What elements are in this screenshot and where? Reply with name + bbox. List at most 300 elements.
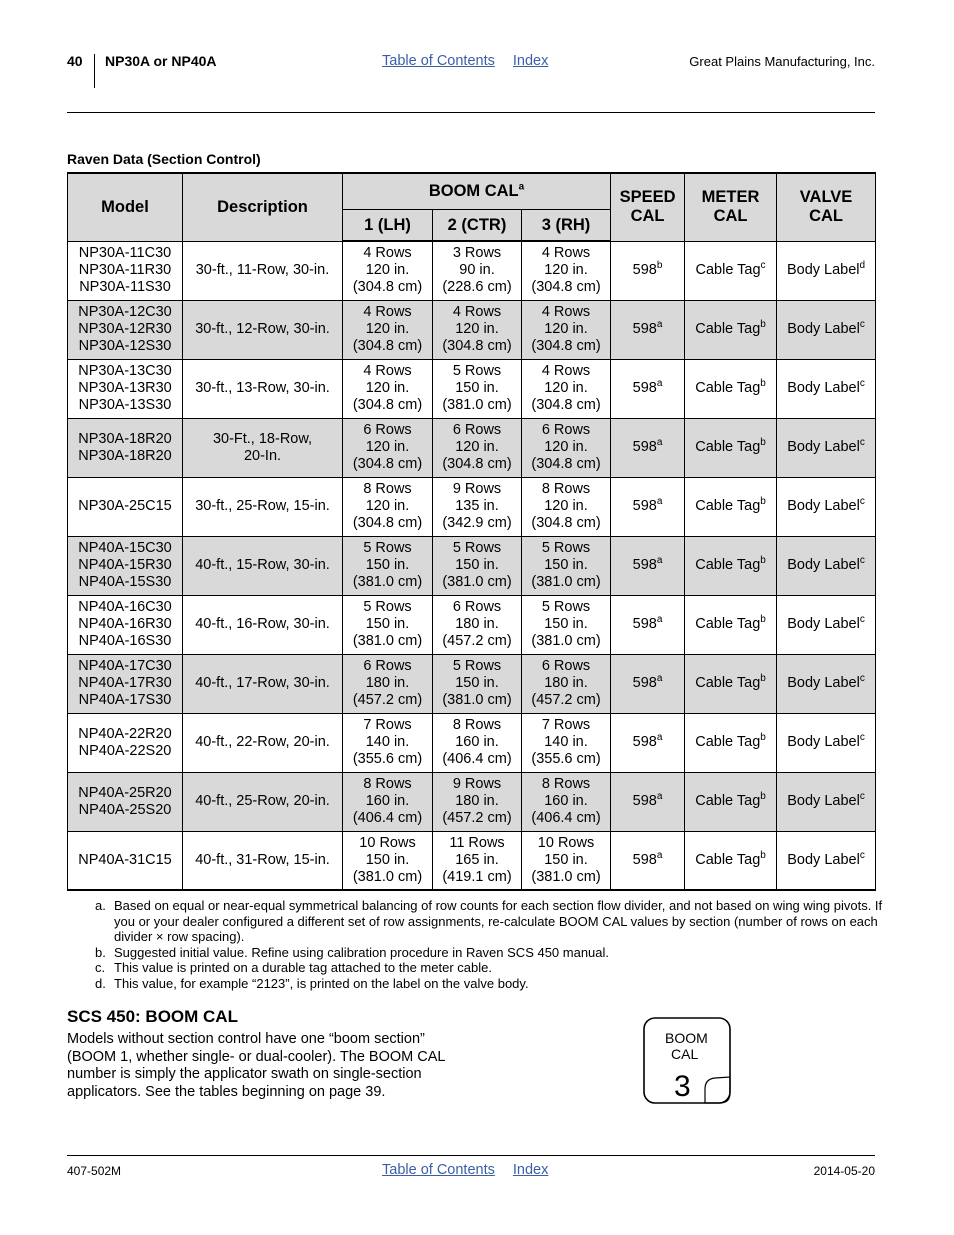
cell-line: (304.8 cm) bbox=[531, 515, 601, 531]
cell-line: NP40A-17S30 bbox=[78, 692, 172, 708]
cell-meter-cal bbox=[685, 536, 777, 595]
doc-date: 2014-05-20 bbox=[813, 1164, 875, 1178]
cell-meter-cal-value: Cable Tag bbox=[695, 498, 761, 514]
cell-meter-cal-note: b bbox=[760, 555, 766, 567]
cell-boom-rh bbox=[522, 831, 611, 890]
table-row bbox=[68, 300, 876, 359]
cell-line: 120 in. bbox=[365, 262, 410, 279]
footer-index-link[interactable]: Index bbox=[512, 1162, 549, 1178]
cell-line: (304.8 cm) bbox=[352, 279, 423, 296]
cell-line: NP40A-15C30 bbox=[78, 540, 172, 556]
cell-line: (381.0 cm) bbox=[442, 574, 512, 590]
cell-valve-cal-value: Body Label bbox=[787, 851, 860, 868]
cell-line: 8 Rows bbox=[363, 481, 412, 497]
cell-line: (355.6 cm) bbox=[531, 751, 601, 767]
cell-line: 150 in. bbox=[365, 851, 410, 868]
cell-line: 120 in. bbox=[544, 380, 588, 396]
footnote-a: a. Based on equal or near-equal symmetrical balancing of row counts for each section flow divider, and not based on wing wing pivots. If you or your dealer configured a different set of row assignments, re-calculate BOOM CAL values by section (number of rows on each divider × row spacing). bbox=[95, 898, 883, 944]
cell-line: (457.2 cm) bbox=[352, 692, 423, 708]
cell-boom-lh bbox=[343, 536, 433, 595]
col-header-boom-cal bbox=[343, 173, 611, 210]
cell-line: (304.8 cm) bbox=[531, 397, 601, 413]
boom-cal-label: BOOM CAL bbox=[428, 182, 519, 200]
cell-description bbox=[183, 536, 343, 595]
cell-line: 40-ft., 15-Row, 30-in. bbox=[195, 557, 330, 573]
cell-valve-cal-value: Body Label bbox=[787, 734, 860, 750]
cell-line: (457.2 cm) bbox=[442, 633, 512, 649]
cell-speed-cal-value: 598 bbox=[632, 734, 657, 750]
cell-speed-cal bbox=[611, 477, 685, 536]
cell-speed-cal bbox=[611, 654, 685, 713]
cell-line: 120 in. bbox=[455, 439, 499, 455]
cell-line: 11 Rows bbox=[449, 834, 505, 851]
cell-valve-cal bbox=[777, 300, 876, 359]
cell-meter-cal bbox=[685, 359, 777, 418]
cell-line: 160 in. bbox=[544, 793, 588, 809]
cell-line: 6 Rows bbox=[363, 658, 412, 674]
cell-meter-cal-note: b bbox=[760, 791, 766, 803]
cell-valve-cal-note: d bbox=[859, 260, 866, 272]
cell-description bbox=[183, 359, 343, 418]
cell-boom-ctr bbox=[433, 241, 522, 300]
cell-line: NP40A-15R30 bbox=[78, 557, 172, 573]
cell-meter-cal-value: Cable Tag bbox=[695, 675, 761, 691]
cell-valve-cal-note: c bbox=[859, 791, 865, 803]
cell-speed-cal-value: 598 bbox=[632, 793, 657, 809]
cell-meter-cal-value: Cable Tag bbox=[695, 616, 761, 632]
cell-line: 120 in. bbox=[544, 439, 588, 455]
cell-line: 8 Rows bbox=[363, 776, 412, 792]
doc-title: NP30A or NP40A bbox=[105, 53, 217, 69]
table-row bbox=[68, 654, 876, 713]
cell-boom-lh bbox=[343, 241, 433, 300]
boom-cal-value: 3 bbox=[674, 1070, 691, 1103]
col-header-model: Model bbox=[68, 173, 183, 241]
cell-speed-cal-note: a bbox=[656, 319, 663, 331]
cell-meter-cal bbox=[685, 772, 777, 831]
cell-meter-cal-note: b bbox=[760, 673, 766, 685]
cell-line: 7 Rows bbox=[363, 717, 412, 733]
cell-line: NP40A-25S20 bbox=[78, 801, 172, 818]
cell-line: NP30A-12S30 bbox=[78, 338, 172, 354]
cell-meter-cal-value: Cable Tag bbox=[695, 380, 761, 396]
cell-valve-cal bbox=[777, 831, 876, 890]
cell-speed-cal bbox=[611, 536, 685, 595]
table-row bbox=[68, 772, 876, 831]
cell-line: NP40A-16C30 bbox=[78, 599, 172, 615]
cell-line: (228.6 cm) bbox=[442, 279, 512, 296]
table-body bbox=[68, 241, 876, 890]
footnote-c: c. This value is printed on a durable tag attached to the meter cable. bbox=[95, 960, 492, 975]
footer-nav bbox=[382, 1162, 548, 1178]
cell-line: NP30A-18R20 bbox=[78, 430, 172, 447]
cell-meter-cal bbox=[685, 241, 777, 300]
cell-valve-cal bbox=[777, 241, 876, 300]
cell-line: (406.4 cm) bbox=[442, 751, 512, 767]
cell-line: 5 Rows bbox=[541, 599, 591, 615]
cell-line: (304.8 cm) bbox=[531, 279, 601, 296]
cell-valve-cal-value: Body Label bbox=[787, 675, 860, 691]
cell-valve-cal bbox=[777, 536, 876, 595]
cell-line: (304.8 cm) bbox=[442, 338, 512, 354]
cell-line: 7 Rows bbox=[541, 717, 591, 733]
cell-meter-cal-note: b bbox=[760, 319, 766, 331]
cell-line: 10 Rows bbox=[359, 834, 416, 851]
cell-line: 6 Rows bbox=[452, 422, 502, 438]
cell-line: (304.8 cm) bbox=[531, 338, 601, 354]
cell-speed-cal-value: 598 bbox=[632, 439, 657, 455]
cell-line: 6 Rows bbox=[363, 422, 412, 438]
cell-line: 5 Rows bbox=[363, 540, 412, 556]
cell-valve-cal-value: Body Label bbox=[787, 498, 860, 514]
cell-meter-cal bbox=[685, 418, 777, 477]
cell-valve-cal-value: Body Label bbox=[786, 262, 860, 278]
cell-line: (419.1 cm) bbox=[442, 868, 512, 885]
cell-valve-cal-value: Body Label bbox=[787, 439, 860, 455]
cell-line: 150 in. bbox=[544, 616, 588, 632]
cell-meter-cal-value: Cable Tag bbox=[695, 439, 761, 455]
footnotes bbox=[95, 898, 885, 991]
cell-description bbox=[183, 477, 343, 536]
cell-valve-cal-note: c bbox=[859, 673, 865, 685]
table-row bbox=[68, 359, 876, 418]
cell-meter-cal bbox=[685, 831, 777, 890]
footer-toc-link[interactable]: Table of Contents bbox=[382, 1162, 495, 1178]
cell-line: 9 Rows bbox=[452, 481, 502, 497]
cell-model bbox=[68, 772, 183, 831]
cell-line: 4 Rows bbox=[363, 363, 412, 379]
cell-line: 40-ft., 22-Row, 20-in. bbox=[195, 734, 330, 750]
cell-speed-cal bbox=[611, 595, 685, 654]
cell-boom-ctr bbox=[433, 359, 522, 418]
cell-meter-cal-value: Cable Tag bbox=[695, 793, 761, 809]
cell-line: (381.0 cm) bbox=[352, 868, 423, 885]
boom-cal-line1: BOOM bbox=[665, 1030, 708, 1046]
cell-description bbox=[183, 241, 343, 300]
cell-line: 120 in. bbox=[544, 321, 588, 337]
cell-line: (381.0 cm) bbox=[352, 633, 423, 649]
cell-speed-cal-value: 598 bbox=[632, 262, 657, 278]
cell-boom-rh bbox=[522, 300, 611, 359]
cell-description bbox=[183, 654, 343, 713]
cell-speed-cal-note: a bbox=[656, 849, 663, 861]
boom-cal-note: a bbox=[518, 181, 525, 193]
cell-line: 165 in. bbox=[455, 851, 499, 868]
cell-line: 30-ft., 12-Row, 30-in. bbox=[195, 321, 330, 337]
cell-line: (304.8 cm) bbox=[352, 338, 423, 354]
header-divider bbox=[94, 54, 95, 88]
cell-speed-cal-value: 598 bbox=[632, 557, 657, 573]
cell-speed-cal-note: a bbox=[656, 673, 663, 685]
cell-valve-cal-note: c bbox=[859, 555, 865, 567]
cell-speed-cal-value: 598 bbox=[632, 851, 657, 868]
table-row bbox=[68, 418, 876, 477]
cell-boom-rh bbox=[522, 536, 611, 595]
cell-line: NP30A-11R30 bbox=[78, 262, 172, 278]
cell-line: 6 Rows bbox=[541, 658, 591, 674]
toc-link[interactable]: Table of Contents bbox=[382, 53, 495, 69]
cell-line: 5 Rows bbox=[452, 363, 502, 379]
table-row bbox=[68, 595, 876, 654]
section-title: SCS 450: BOOM CAL bbox=[67, 1007, 238, 1026]
col-header-lh: 1 (LH) bbox=[343, 210, 433, 242]
page-number: 40 bbox=[67, 53, 83, 69]
cell-line: 180 in. bbox=[544, 675, 588, 691]
cell-valve-cal-note: c bbox=[859, 378, 865, 390]
cell-line: (355.6 cm) bbox=[352, 751, 423, 767]
cell-valve-cal bbox=[777, 772, 876, 831]
cell-boom-lh bbox=[343, 654, 433, 713]
cell-speed-cal-note: b bbox=[656, 260, 663, 272]
cell-line: (457.2 cm) bbox=[442, 810, 512, 826]
cell-line: NP30A-12C30 bbox=[78, 304, 172, 320]
raven-data-table bbox=[67, 172, 876, 891]
cell-line: 4 Rows bbox=[541, 304, 591, 320]
cell-line: NP40A-25R20 bbox=[78, 784, 172, 801]
cell-line: 160 in. bbox=[365, 793, 410, 809]
cell-description bbox=[183, 595, 343, 654]
cell-line: (304.8 cm) bbox=[531, 456, 601, 472]
cell-boom-rh bbox=[522, 595, 611, 654]
cell-line: 30-ft., 11-Row, 30-in. bbox=[195, 262, 330, 278]
cell-model bbox=[68, 418, 183, 477]
footnote-d: d. This value, for example “2123”, is printed on the label on the valve body. bbox=[95, 975, 529, 991]
cell-line: (457.2 cm) bbox=[531, 692, 601, 708]
cell-speed-cal bbox=[611, 300, 685, 359]
cell-line: (342.9 cm) bbox=[442, 515, 512, 531]
col-header-speed-cal: SPEED CAL bbox=[611, 173, 685, 241]
cell-line: 3 Rows bbox=[452, 245, 502, 262]
cell-description bbox=[183, 831, 343, 890]
cell-speed-cal bbox=[611, 359, 685, 418]
footer-rule bbox=[67, 1155, 875, 1156]
cell-boom-ctr bbox=[433, 654, 522, 713]
cell-meter-cal-note: c bbox=[760, 260, 766, 272]
cell-line: 120 in. bbox=[455, 321, 499, 337]
cell-boom-lh bbox=[343, 477, 433, 536]
cell-valve-cal-note: c bbox=[859, 319, 865, 331]
cell-model bbox=[68, 536, 183, 595]
cell-meter-cal bbox=[685, 654, 777, 713]
header-nav bbox=[382, 53, 548, 69]
footnote-b: b. Suggested initial value. Refine using calibration procedure in Raven SCS 450 manual. bbox=[95, 944, 610, 960]
cell-line: 4 Rows bbox=[363, 304, 412, 320]
cell-valve-cal-note: c bbox=[859, 437, 865, 449]
boom-cal-line2: CAL bbox=[671, 1046, 699, 1062]
cell-line: NP40A-17C30 bbox=[78, 658, 172, 674]
cell-boom-rh bbox=[522, 241, 611, 300]
cell-line: 5 Rows bbox=[452, 540, 502, 556]
cell-valve-cal-value: Body Label bbox=[787, 616, 860, 632]
cell-line: NP30A-13R30 bbox=[78, 380, 172, 396]
cell-line: NP40A-31C15 bbox=[78, 851, 172, 868]
cell-valve-cal bbox=[777, 713, 876, 772]
cell-line: 9 Rows bbox=[452, 776, 502, 792]
cell-speed-cal-value: 598 bbox=[632, 616, 657, 632]
cell-line: 120 in. bbox=[544, 262, 588, 279]
col-header-meter-cal: METER CAL bbox=[685, 173, 777, 241]
cell-line: (381.0 cm) bbox=[531, 633, 601, 649]
cell-speed-cal bbox=[611, 772, 685, 831]
company-name: Great Plains Manufacturing, Inc. bbox=[689, 54, 875, 69]
cell-meter-cal bbox=[685, 477, 777, 536]
cell-valve-cal-value: Body Label bbox=[787, 380, 860, 396]
cell-valve-cal-note: c bbox=[859, 614, 865, 626]
cell-line: 30-Ft., 18-Row, bbox=[212, 430, 313, 447]
cell-line: NP40A-22S20 bbox=[78, 742, 172, 759]
cell-speed-cal bbox=[611, 241, 685, 300]
cell-speed-cal bbox=[611, 831, 685, 890]
cell-line: 8 Rows bbox=[541, 776, 591, 792]
cell-line: 180 in. bbox=[365, 675, 410, 691]
cell-boom-lh bbox=[343, 595, 433, 654]
cell-line: NP40A-22R20 bbox=[78, 725, 172, 742]
cell-boom-lh bbox=[343, 418, 433, 477]
cell-boom-ctr bbox=[433, 772, 522, 831]
cell-line: 120 in. bbox=[544, 498, 588, 514]
col-header-description: Description bbox=[183, 173, 343, 241]
cell-boom-lh bbox=[343, 713, 433, 772]
cell-line: 6 Rows bbox=[541, 422, 591, 438]
cell-model bbox=[68, 831, 183, 890]
cell-line: NP40A-16R30 bbox=[78, 616, 172, 632]
cell-valve-cal-value: Body Label bbox=[787, 321, 860, 337]
cell-boom-rh bbox=[522, 713, 611, 772]
cell-meter-cal-note: b bbox=[760, 614, 766, 626]
cell-line: 180 in. bbox=[455, 793, 499, 809]
doc-code: 407-502M bbox=[67, 1164, 122, 1178]
cell-valve-cal-value: Body Label bbox=[787, 557, 860, 573]
cell-description bbox=[183, 713, 343, 772]
cell-line: 120 in. bbox=[365, 321, 410, 337]
cell-meter-cal-value: Cable Tag bbox=[695, 557, 761, 573]
cell-model bbox=[68, 359, 183, 418]
cell-valve-cal bbox=[777, 418, 876, 477]
cell-line: 40-ft., 31-Row, 15-in. bbox=[195, 851, 330, 868]
cell-line: 6 Rows bbox=[452, 599, 502, 615]
cell-meter-cal bbox=[685, 595, 777, 654]
cell-line: NP30A-13C30 bbox=[78, 363, 172, 379]
cell-boom-ctr bbox=[433, 477, 522, 536]
cell-meter-cal bbox=[685, 713, 777, 772]
cell-line: NP30A-18R20 bbox=[78, 447, 172, 464]
cell-speed-cal bbox=[611, 713, 685, 772]
cell-line: (304.8 cm) bbox=[352, 456, 423, 472]
cell-line: 90 in. bbox=[459, 262, 495, 279]
col-header-valve-cal: VALVE CAL bbox=[777, 173, 876, 241]
cell-valve-cal-note: c bbox=[859, 849, 865, 861]
cell-description bbox=[183, 772, 343, 831]
cell-line: 8 Rows bbox=[452, 717, 502, 733]
cell-boom-ctr bbox=[433, 536, 522, 595]
table-row bbox=[68, 241, 876, 300]
cell-description bbox=[183, 300, 343, 359]
cell-model bbox=[68, 300, 183, 359]
cell-meter-cal bbox=[685, 300, 777, 359]
cell-meter-cal-value: Cable Tag bbox=[695, 734, 761, 750]
cell-line: NP40A-17R30 bbox=[78, 675, 172, 691]
cell-line: (304.8 cm) bbox=[352, 397, 423, 413]
cell-boom-ctr bbox=[433, 831, 522, 890]
cell-speed-cal-note: a bbox=[656, 437, 663, 449]
cell-line: 180 in. bbox=[455, 616, 499, 632]
cell-speed-cal-note: a bbox=[656, 555, 663, 567]
cell-boom-ctr bbox=[433, 595, 522, 654]
cell-line: (381.0 cm) bbox=[531, 868, 601, 885]
cell-boom-ctr bbox=[433, 713, 522, 772]
cell-line: 150 in. bbox=[455, 380, 499, 396]
cell-line: (406.4 cm) bbox=[531, 810, 601, 826]
cell-line: NP30A-12R30 bbox=[78, 321, 172, 337]
cell-meter-cal-value: Cable Tag bbox=[695, 262, 761, 278]
cell-line: (381.0 cm) bbox=[442, 692, 512, 708]
cell-line: 8 Rows bbox=[541, 481, 591, 497]
cell-line: 160 in. bbox=[455, 734, 499, 750]
col-header-rh: 3 (RH) bbox=[522, 210, 611, 242]
cell-line: 150 in. bbox=[544, 851, 588, 868]
cell-boom-rh bbox=[522, 772, 611, 831]
cell-line: NP30A-25C15 bbox=[78, 498, 172, 514]
cell-model bbox=[68, 713, 183, 772]
col-header-ctr: 2 (CTR) bbox=[433, 210, 522, 242]
cell-speed-cal bbox=[611, 418, 685, 477]
cell-line: 140 in. bbox=[544, 734, 588, 750]
cell-valve-cal bbox=[777, 477, 876, 536]
cell-line: NP30A-13S30 bbox=[78, 397, 172, 413]
cell-valve-cal-note: c bbox=[859, 732, 865, 744]
index-link[interactable]: Index bbox=[512, 53, 549, 69]
cell-model bbox=[68, 241, 183, 300]
cell-line: (381.0 cm) bbox=[531, 574, 601, 590]
cell-line: 150 in. bbox=[544, 557, 588, 573]
cell-line: (304.8 cm) bbox=[352, 515, 423, 531]
cell-line: 40-ft., 17-Row, 30-in. bbox=[195, 675, 330, 691]
cell-line: 4 Rows bbox=[452, 304, 502, 320]
cell-line: NP40A-16S30 bbox=[78, 633, 172, 649]
cell-boom-lh bbox=[343, 359, 433, 418]
header-rule bbox=[67, 112, 875, 113]
cell-line: 40-ft., 16-Row, 30-in. bbox=[195, 616, 330, 632]
table-row bbox=[68, 831, 876, 890]
cell-line: 150 in. bbox=[365, 616, 410, 632]
cell-valve-cal-note: c bbox=[859, 496, 865, 508]
cell-meter-cal-note: b bbox=[760, 732, 766, 744]
cell-valve-cal bbox=[777, 359, 876, 418]
cell-valve-cal bbox=[777, 595, 876, 654]
cell-line: 120 in. bbox=[365, 439, 410, 455]
table-row bbox=[68, 713, 876, 772]
cell-model bbox=[68, 654, 183, 713]
cell-line: 4 Rows bbox=[363, 245, 412, 262]
cell-line: NP30A-11C30 bbox=[78, 245, 172, 261]
cell-line: 40-ft., 25-Row, 20-in. bbox=[195, 793, 330, 809]
cell-line: (304.8 cm) bbox=[442, 456, 512, 472]
cell-line: 150 in. bbox=[455, 557, 499, 573]
cell-line: 30-ft., 13-Row, 30-in. bbox=[195, 380, 330, 396]
cell-speed-cal-value: 598 bbox=[632, 321, 657, 337]
cell-boom-ctr bbox=[433, 418, 522, 477]
cell-model bbox=[68, 595, 183, 654]
cell-line: 150 in. bbox=[365, 557, 410, 573]
cell-line: 4 Rows bbox=[541, 245, 591, 262]
cell-boom-lh bbox=[343, 831, 433, 890]
table-caption: Raven Data (Section Control) bbox=[67, 151, 261, 167]
cell-line: 20-In. bbox=[243, 447, 282, 464]
cell-line: 4 Rows bbox=[541, 363, 591, 379]
boom-cal-display-graphic bbox=[643, 1017, 732, 1105]
cell-speed-cal-note: a bbox=[656, 614, 663, 626]
cell-meter-cal-note: b bbox=[760, 496, 766, 508]
